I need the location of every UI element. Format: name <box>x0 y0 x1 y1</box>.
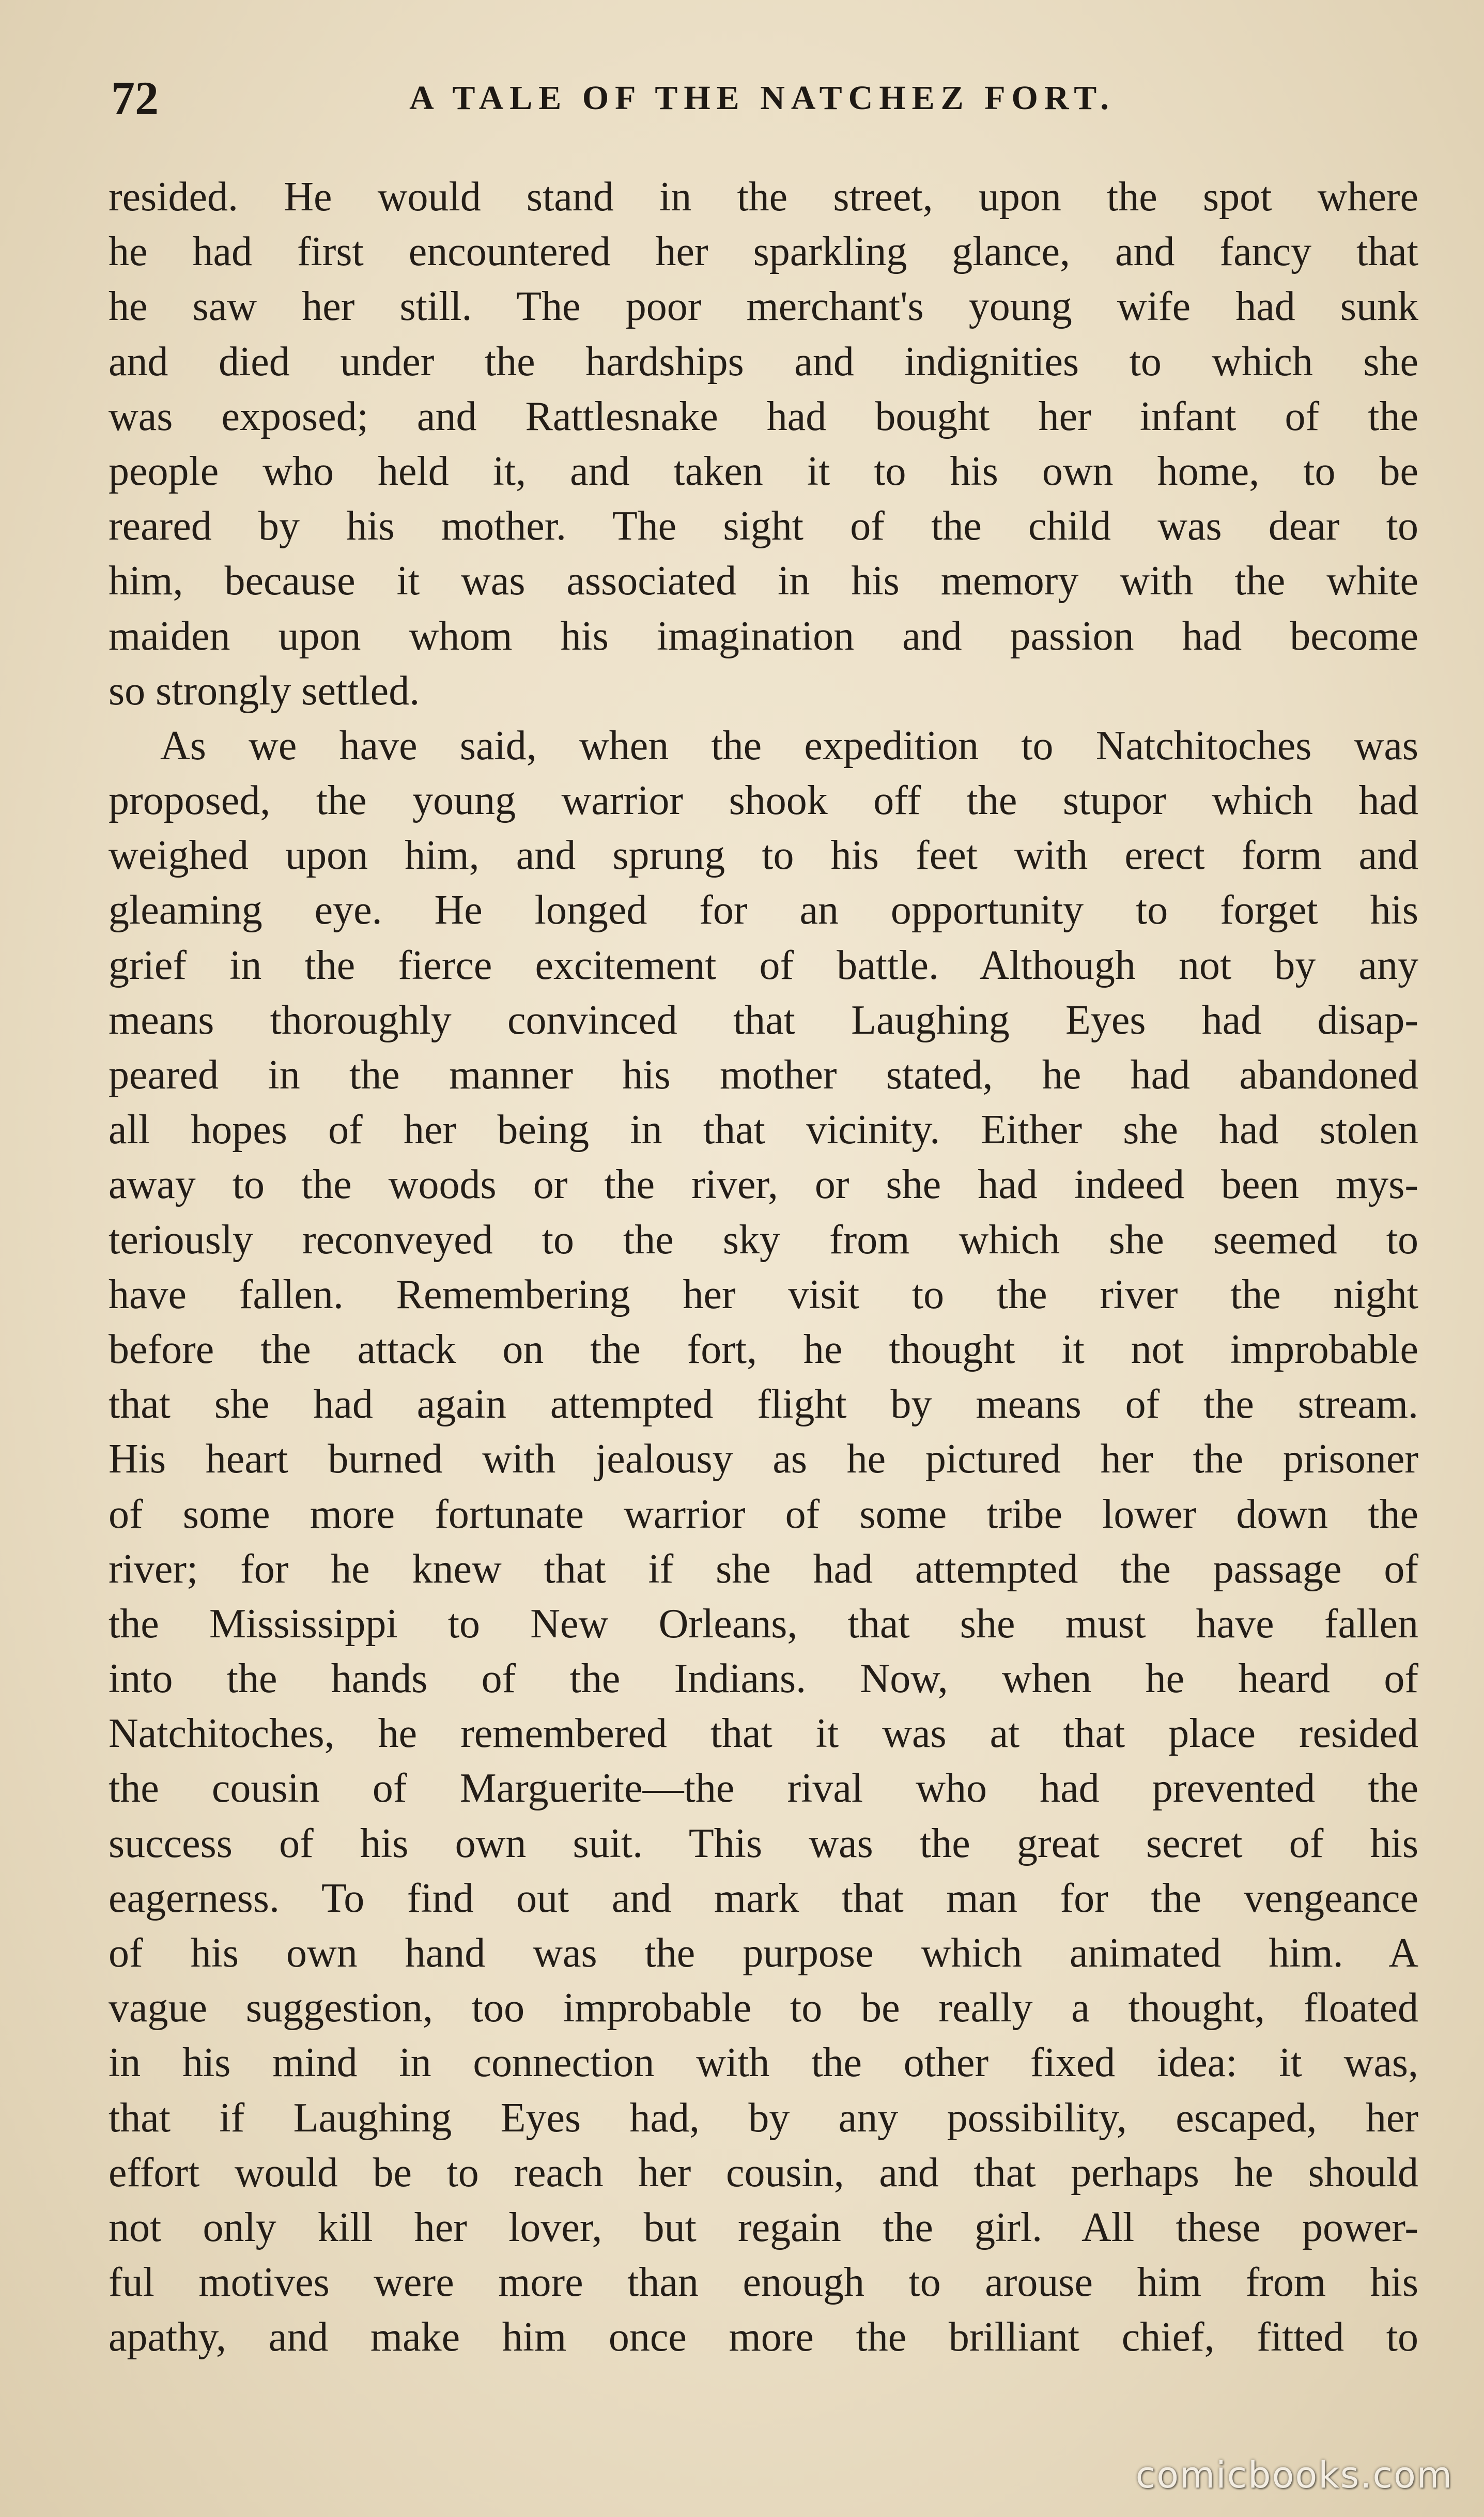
text-line: As we have said, when the expedition to Natchitoches was <box>160 723 1418 769</box>
text-line: ful motives were more than enough to arouse him from his <box>109 2260 1418 2306</box>
text-line: weighed upon him, and sprung to his feet with erect form and <box>109 833 1418 879</box>
text-line: and died under the hardships and indignities to which she <box>109 339 1418 385</box>
text-line: that if Laughing Eyes had, by any possibility, escaped, her <box>109 2095 1418 2141</box>
body-text <box>109 170 1418 2365</box>
text-line: grief in the fierce excitement of battle. Although not by any <box>109 942 1418 988</box>
text-line: of some more fortunate warrior of some tribe lower down the <box>109 1491 1418 1537</box>
text-line: teriously reconveyed to the sky from which she seemed to <box>109 1217 1418 1263</box>
text-line: have fallen. Remembering her visit to the river the night <box>109 1271 1418 1317</box>
text-line: that she had again attempted flight by means of the stream. <box>109 1382 1418 1428</box>
running-head: A TALE OF THE NATCHEZ FORT. <box>409 79 1115 117</box>
text-line: river; for he knew that if she had attempted the passage of <box>109 1546 1418 1592</box>
text-line: maiden upon whom his imagination and passion had become <box>109 613 1418 659</box>
page-number: 72 <box>111 72 159 125</box>
text-line: His heart burned with jealousy as he pictured her the prisoner <box>109 1436 1418 1482</box>
watermark: comicbooks.com <box>1135 2454 1453 2496</box>
text-line: not only kill her lover, but regain the girl. All these power- <box>109 2204 1418 2250</box>
text-line: the cousin of Marguerite—the rival who had prevented the <box>109 1766 1418 1812</box>
page-header <box>111 67 1413 129</box>
text-line: him, because it was associated in his memory with the white <box>109 558 1418 604</box>
text-line: into the hands of the Indians. Now, when he heard of <box>109 1656 1418 1702</box>
text-line: people who held it, and taken it to his own home, to be <box>109 448 1418 494</box>
text-line: gleaming eye. He longed for an opportunity to forget his <box>109 887 1418 933</box>
text-line: was exposed; and Rattlesnake had bought her infant of the <box>109 393 1418 439</box>
text-line: he saw her still. The poor merchant's young wife had sunk <box>109 284 1418 330</box>
text-line: Natchitoches, he remembered that it was at that place resided <box>109 1711 1418 1757</box>
text-line: eagerness. To find out and mark that man for the vengeance <box>109 1875 1418 1921</box>
text-line: the Mississippi to New Orleans, that she must have fallen <box>109 1601 1418 1647</box>
text-line: away to the woods or the river, or she had indeed been mys- <box>109 1162 1418 1208</box>
text-line: all hopes of her being in that vicinity. Either she had stolen <box>109 1107 1418 1153</box>
text-line: apathy, and make him once more the brilliant chief, fitted to <box>109 2314 1418 2360</box>
text-line: effort would be to reach her cousin, and that perhaps he should <box>109 2150 1418 2196</box>
text-line: means thoroughly convinced that Laughing Eyes had disap- <box>109 997 1418 1043</box>
text-line: before the attack on the fort, he thought it not improbable <box>109 1326 1418 1372</box>
text-line: in his mind in connection with the other fixed idea: it was, <box>109 2040 1418 2086</box>
text-line: peared in the manner his mother stated, he had abandoned <box>109 1052 1418 1098</box>
text-line: of his own hand was the purpose which animated him. A <box>109 1930 1418 1976</box>
text-line: he had first encountered her sparkling glance, and fancy that <box>109 229 1418 275</box>
text-line: proposed, the young warrior shook off the stupor which had <box>109 778 1418 824</box>
text-line: vague suggestion, too improbable to be really a thought, floated <box>109 1985 1418 2031</box>
text-line: reared by his mother. The sight of the child was dear to <box>109 503 1418 549</box>
text-line: success of his own suit. This was the great secret of his <box>109 1820 1418 1866</box>
text-line: so strongly settled. <box>109 668 420 714</box>
text-line: resided. He would stand in the street, upon the spot where <box>109 174 1418 220</box>
